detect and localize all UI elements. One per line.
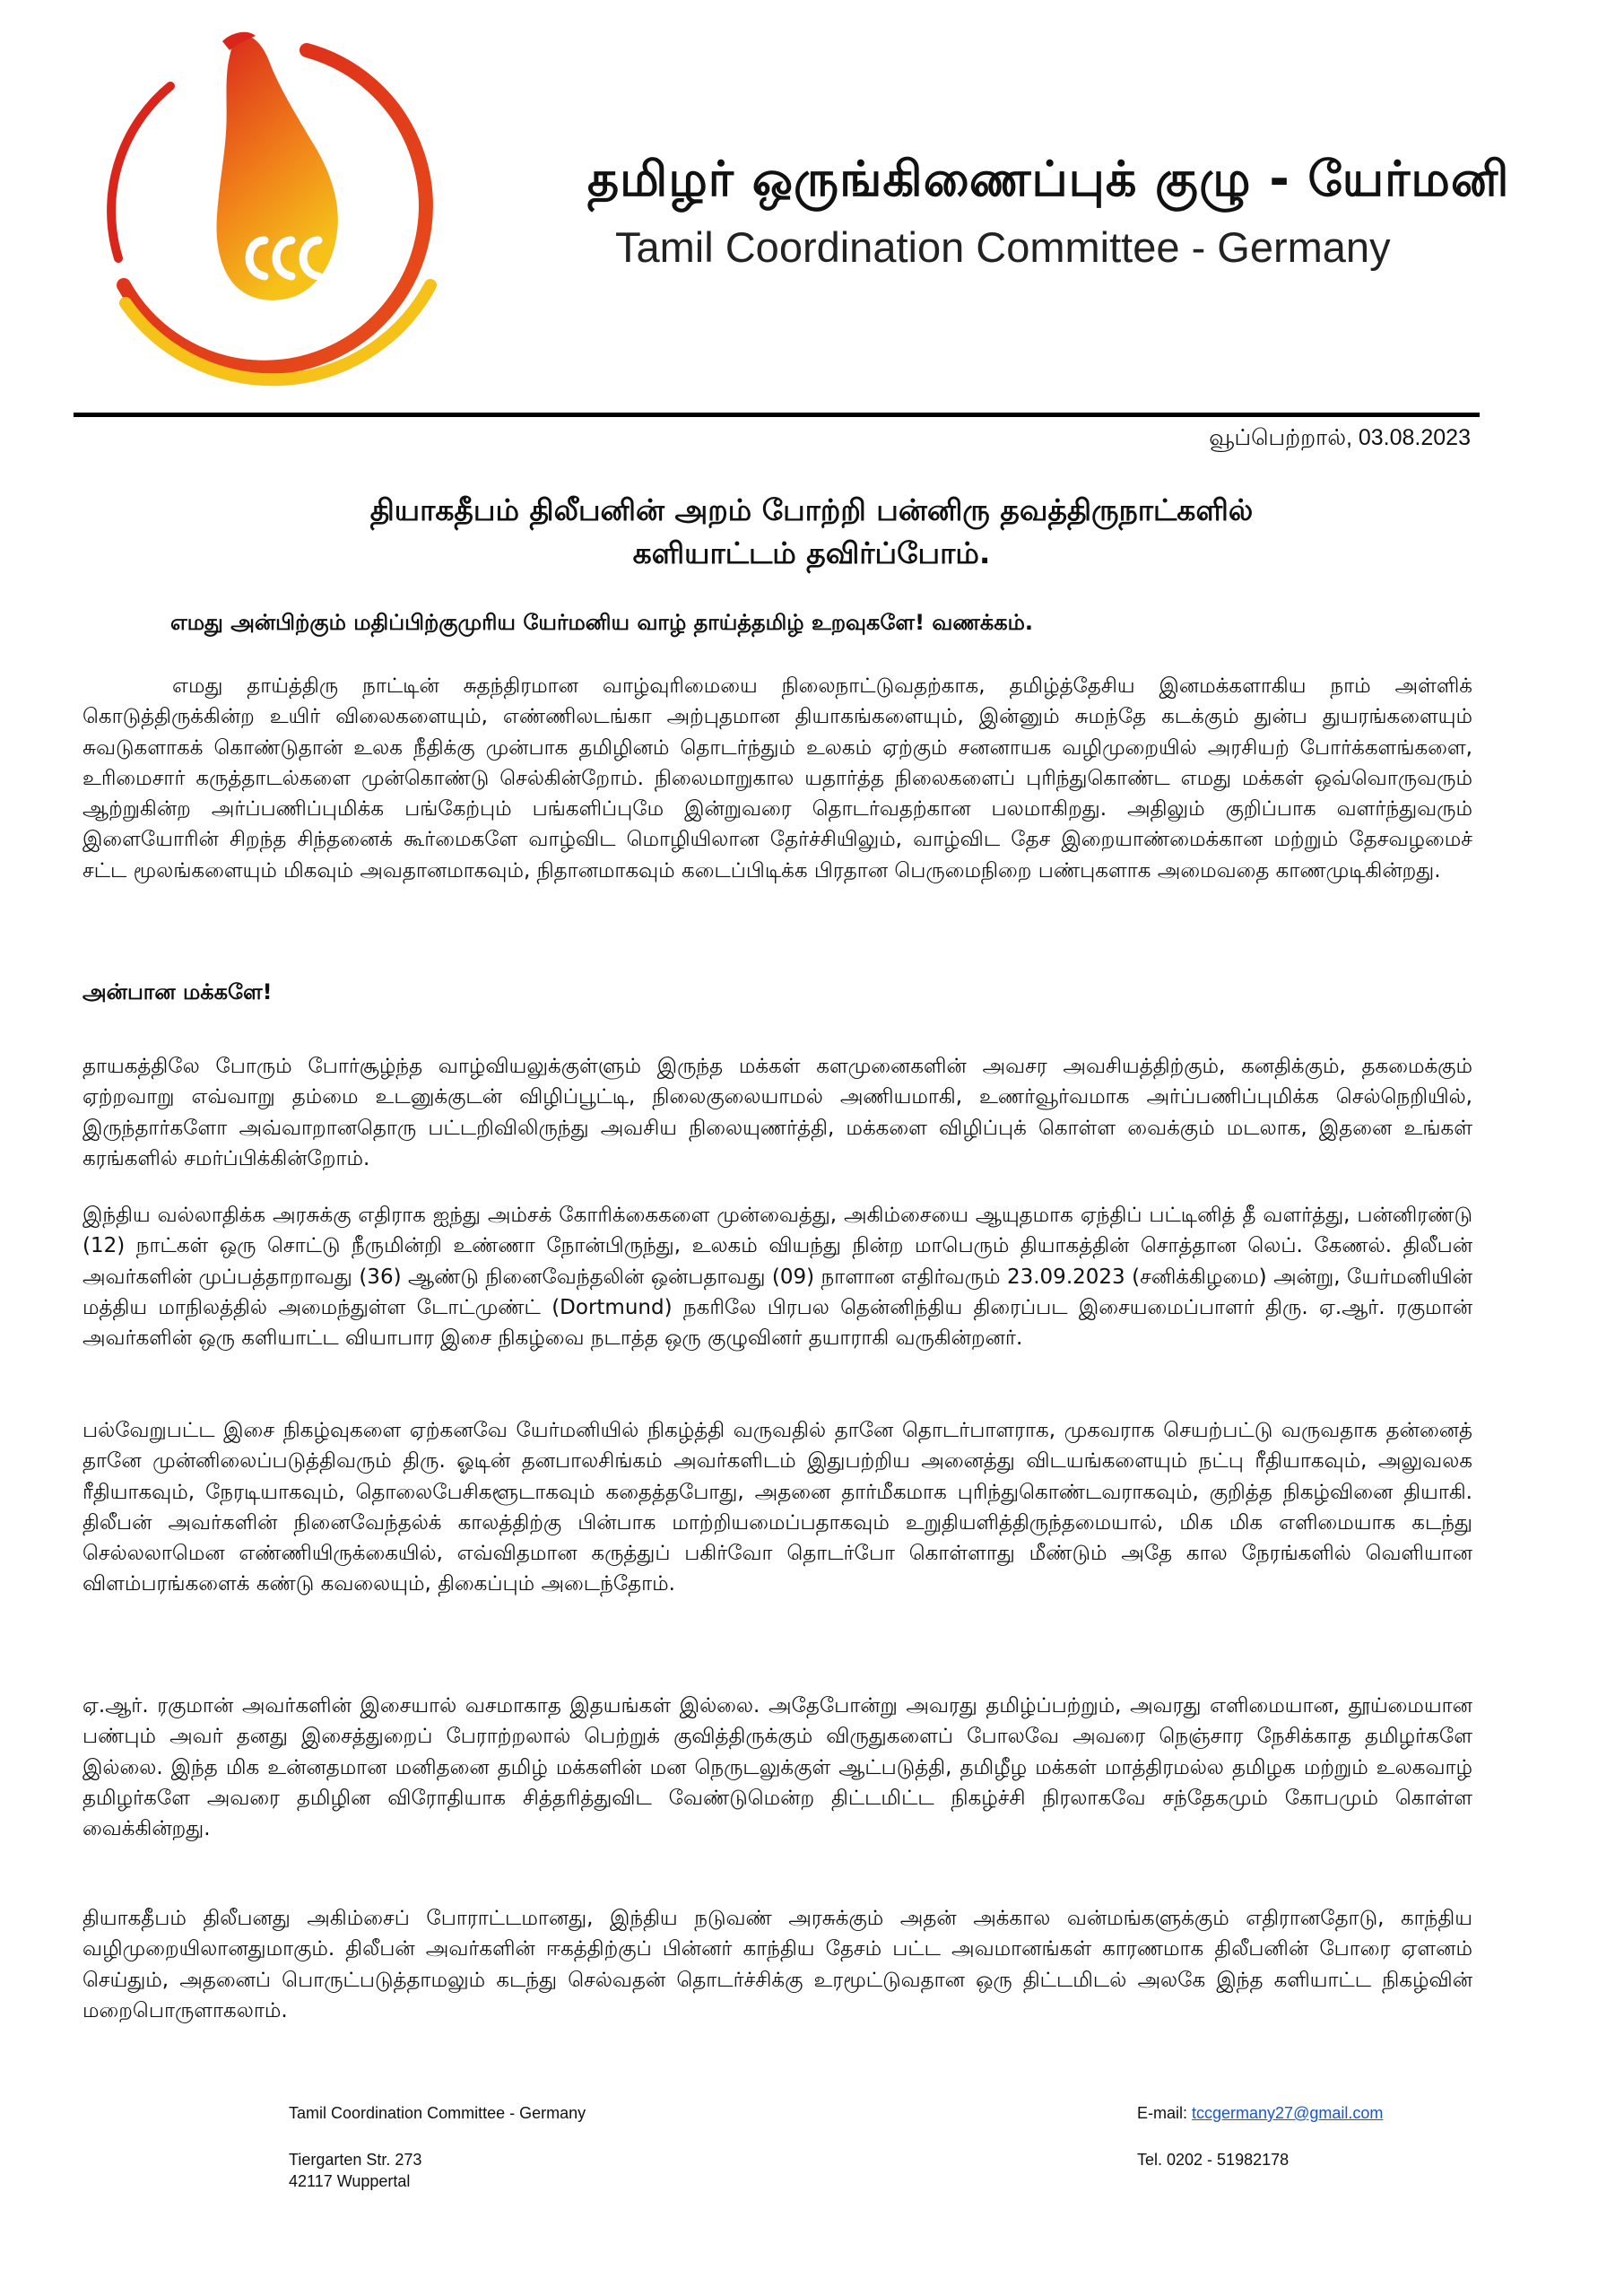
- greeting: எமது அன்பிற்கும் மதிப்பிற்குமுரிய யேர்மனிய வாழ் தாய்த்தமிழ் உறவுகளே! வணக்கம்.: [170, 610, 1034, 635]
- body-paragraph: பல்வேறுபட்ட இசை நிகழ்வுகளை ஏற்கனவே யேர்மனியில் நிகழ்த்தி வருவதில் தானே தொடர்பாளராக, முகவராக செயற்பட்டு வருவதாக தன்னைத் தானே முன்னிலைப்படுத்திவரும் திரு. ஓடின் தனபாலசிங்கம் அவர்களிடம் இதுபற்றிய அனைத்து விடயங்களையும் நட்பு ரீதியாகவும், அலுவலக ரீதியாகவும், நேரடியாகவும், தொலைபேசிகளூடாகவும் கதைத்தபோது, அதனை தார்மீகமாக புரிந்துகொண்டவராகவும், குறித்த நிகழ்வினை தியாகி. திலீபன் அவர்களின் நினைவேந்தல்க் காலத்திற்கு பின்பாக மாற்றியமைப்பதாகவும் உறுதியளித்திருந்தமையால், மிக மிக எளிமையாக கடந்து செல்லலாமென எண்ணியிருக்கையில், எவ்விதமான கருத்துப் பகிர்வோ தொடர்போ கொள்ளாது மீண்டும் அதே கால நேரங்களில் வெளியான விளம்பரங்களைக் கண்டு கவலையும், திகைப்பும் அடைந்தோம்.: [83, 1419, 1472, 1596]
- footer-street: Tiergarten Str. 273: [289, 2151, 422, 2169]
- body-paragraph: இந்திய வல்லாதிக்க அரசுக்கு எதிராக ஐந்து அம்சக் கோரிக்கைகளை முன்வைத்து, அகிம்சையை ஆயுதமாக ஏந்திப் பட்டினித் தீ வளர்த்து, பன்னிரண்டு (12) நாட்கள் ஒரு சொட்டு நீருமின்றி உண்ணா நோன்பிருந்து, உலகம் வியந்து நின்ற மாபெரும் தியாகத்தின் சொத்தான லெப். கேணல். திலீபன் அவர்களின் முப்பத்தாறாவது (36) ஆண்டு நினைவேந்தலின் ஒன்பதாவது (09) நாளான எதிர்வரும் 23.09.2023 (சனிக்கிழமை) அன்று, யேர்மனியின் மத்திய மாநிலத்தில் அமைந்துள்ள டோட்முண்ட் (Dortmund) நகரிலே பிரபல தென்னிந்திய திரைப்பட இசையமைப்பாளர் திரு. ஏ.ஆர். ரகுமான் அவர்களின் ஒரு களியாட்ட வியாபார இசை நிகழ்வை நடாத்த ஒரு குழுவினர் தயாராகி வருகின்றனர்.: [83, 1204, 1472, 1351]
- footer-organization: Tamil Coordination Committee - Germany: [289, 2104, 586, 2122]
- section-heading: அன்பான மக்களே!: [83, 979, 273, 1004]
- organization-logo: [72, 16, 466, 393]
- footer-city: 42117 Wuppertal: [289, 2172, 411, 2190]
- footer-email-label: E-mail:: [1137, 2104, 1193, 2122]
- letter-title: [179, 489, 1444, 575]
- organization-name-english: Tamil Coordination Committee - Germany: [615, 223, 1391, 271]
- body-paragraph: தியாகதீபம் திலீபனது அகிம்சைப் போராட்டமானது, இந்திய நடுவண் அரசுக்கும் அதன் அக்கால வன்மங்களுக்கும் எதிரானதோடு, காந்திய வழிமுறையிலானதுமாகும். திலீபன் அவர்களின் ஈகத்திற்குப் பின்னர் காந்திய தேசம் பட்ட அவமானங்கள் காரணமாக திலீபனின் போரை ஏளனம் செய்தும், அதனைப் பொருட்படுத்தாமலும் கடந்து செல்வதன் தொடர்ச்சிக்கு உரமூட்டுவதான ஒரு திட்டமிடல் அலகே இந்த களியாட்ட நிகழ்வின் மறைபொருளாகலாம்.: [83, 1907, 1472, 2022]
- body-paragraph: எமது தாய்த்திரு நாட்டின் சுதந்திரமான வாழ்வுரிமையை நிலைநாட்டுவதற்காக, தமிழ்த்தேசிய இனமக்களாகிய நாம் அள்ளிக் கொடுத்திருக்கின்ற உயிர் விலைகளையும், எண்ணிலடங்கா அற்புதமான தியாகங்களையும், இன்னும் சுமந்தே கடக்கும் துன்ப துயரங்களையும் சுவடுகளாகக் கொண்டுதான் உலக நீதிக்கு முன்பாக தமிழினம் தொடர்ந்தும் உலகம் ஏற்கும் சனனாயக வழிமுறையில் அரசியற் போர்க்களங்களை, உரிமைசார் கருத்தாடல்களை முன்கொண்டு செல்கின்றோம். நிலைமாறுகால யதார்த்த நிலைகளைப் புரிந்துகொண்ட எமது மக்கள் ஒவ்வொருவரும் ஆற்றுகின்ற அர்ப்பணிப்புமிக்க பங்கேற்பும் பங்களிப்புமே இன்றுவரை தொடர்வதற்கான பலமாகிறது. அதிலும் குறிப்பாக வளர்ந்துவரும் இளையோரின் சிறந்த சிந்தனைக் கூர்மைகளே வாழ்விட மொழியிலான தேர்ச்சியிலும், வாழ்விட தேச இறையாண்மைக்கான மற்றும் தேசவழமைச் சட்ட மூலங்களையும் மிகவும் அவதானமாகவும், நிதானமாகவும் கடைப்பிடிக்க பிரதான பெருமைநிறை பண்புகளாக அமைவதை காணமுடிகின்றது.: [83, 674, 1472, 883]
- title-line: களியாட்டம் தவிர்ப்போம்.: [632, 535, 991, 570]
- letter-date: வூப்பெற்றால், 03.08.2023: [1209, 425, 1471, 450]
- body-paragraph: ஏ.ஆர். ரகுமான் அவர்களின் இசையால் வசமாகாத இதயங்கள் இல்லை. அதேபோன்று அவரது தமிழ்ப்பற்றும், அவரது எளிமையான, தூய்மையான பண்பும் அவர் தனது இசைத்துறைப் பேராற்றலால் பெற்றுக் குவித்திருக்கும் விருதுகளைப் போலவே அவரை நெஞ்சார நேசிக்காத தமிழர்களே இல்லை. இந்த மிக உன்னதமான மனிதனை தமிழ் மக்களின் மன நெருடலுக்குள் ஆட்படுத்தி, தமிழீழ மக்கள் மாத்திரமல்ல தமிழக மற்றும் உலகவாழ் தமிழர்களே அவரை தமிழின விரோதியாக சித்தரித்துவிட வேண்டுமென்ற திட்டமிட்ட நிகழ்ச்சி நிரலாகவே சந்தேகமும் கோபமும் கொள்ள வைக்கின்றது.: [83, 1694, 1472, 1841]
- organization-name-tamil: தமிழர் ஒருங்கிணைப்புக் குழு - யேர்மனி: [587, 151, 1510, 207]
- footer-telephone: Tel. 0202 - 51982178: [1137, 2151, 1290, 2169]
- header-divider: [74, 413, 1480, 417]
- email-link[interactable]: tccgermany27@gmail.com: [1192, 2104, 1384, 2122]
- title-line: தியாகதீபம் திலீபனின் அறம் போற்றி பன்னிரு தவத்திருநாட்களில்: [369, 492, 1254, 527]
- body-paragraph: தாயகத்திலே போரும் போர்சூழ்ந்த வாழ்வியலுக்குள்ளும் இருந்த மக்கள் களமுனைகளின் அவசர அவசியத்திற்கும், கனதிக்கும், தகமைக்கும் ஏற்றவாறு எவ்வாறு தம்மை உடனுக்குடன் விழிப்பூட்டி, நிலைகுலையாமல் அணியமாகி, உணர்வூர்வமாக அர்ப்பணிப்புமிக்க செல்நெறியில், இருந்தார்களோ அவ்வாறானதொரு பட்டறிவிலிருந்து அவசிய நிலையுணர்த்தி, மக்களை விழிப்புக் கொள்ள வைக்கும் மடலாக, இதனை உங்கள் கரங்களில் சமர்ப்பிக்கின்றோம்.: [83, 1055, 1472, 1170]
- footer-email: [1137, 2104, 1383, 2123]
